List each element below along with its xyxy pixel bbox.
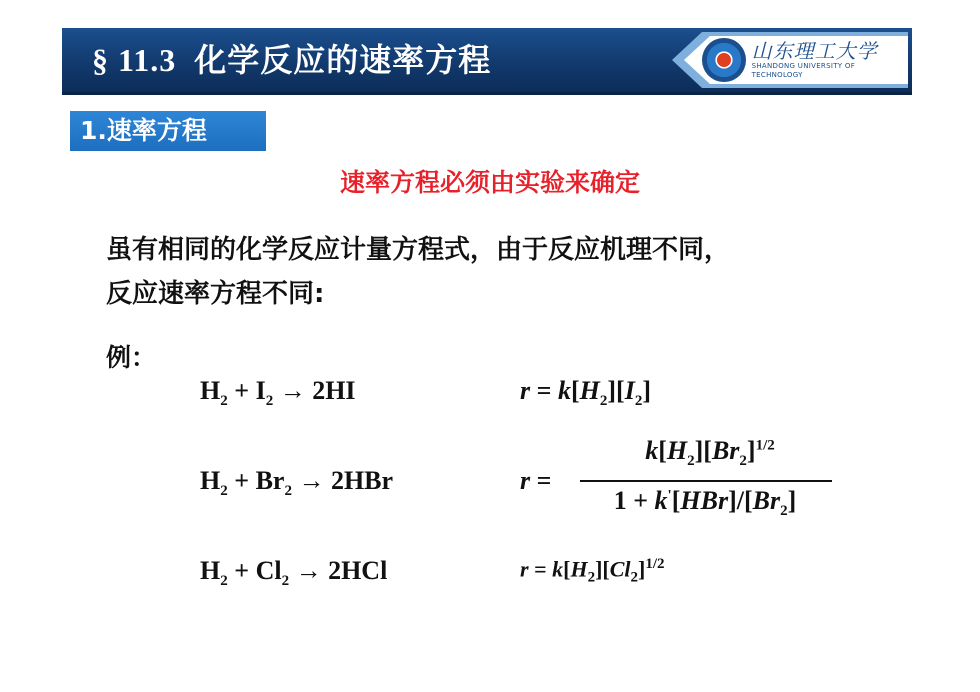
rate-denominator: $1 + k'[HBr]/[Br_2]$ <box>613 486 797 520</box>
section-number: § 11.3 <box>92 42 177 78</box>
university-logo <box>702 36 907 84</box>
page-title <box>92 38 491 82</box>
body-paragraph <box>106 228 926 316</box>
reaction-equation-1: $H_2 + I_2 \to 2HI$ <box>200 376 356 410</box>
highlight-statement: 速率方程必须由实验来确定 <box>339 168 640 197</box>
header-bar <box>62 28 912 95</box>
university-seal-icon <box>702 38 746 82</box>
reaction-equation-3: $H_2 + Cl_2 \to 2HCl$ <box>200 556 388 590</box>
fraction-bar <box>580 480 832 482</box>
rate-equation-2: r = $k[H_2][Br_2]^{1/2}$ $1 + k'[HBr]/[Br_2]$ <box>520 436 830 536</box>
subsection-heading: 1.速率方程 <box>70 111 266 151</box>
logo-english-name: SHANDONG UNIVERSITY OF TECHNOLOGY <box>751 62 856 79</box>
reaction-equation-2: $H_2 + Br_2 \to 2HBr$ <box>200 466 394 500</box>
example-label: 例： <box>106 343 157 372</box>
paragraph-line-1: 虽有相同的化学反应计量方程式，由于反应机理不同， <box>106 235 731 265</box>
logo-chinese-name: 山东理工大学 <box>751 39 878 63</box>
rate-equation-1: $r = k[H_2][I_2]$ <box>520 376 651 410</box>
section-title: 化学反应的速率方程 <box>194 41 492 79</box>
paragraph-line-2: 反应速率方程不同: <box>106 279 325 309</box>
rate-equation-3: $r = k[H_2][Cl_2]^{1/2}$ <box>520 556 665 586</box>
rate-numerator: $k[H_2][Br_2]^{1/2}$ <box>645 436 775 470</box>
